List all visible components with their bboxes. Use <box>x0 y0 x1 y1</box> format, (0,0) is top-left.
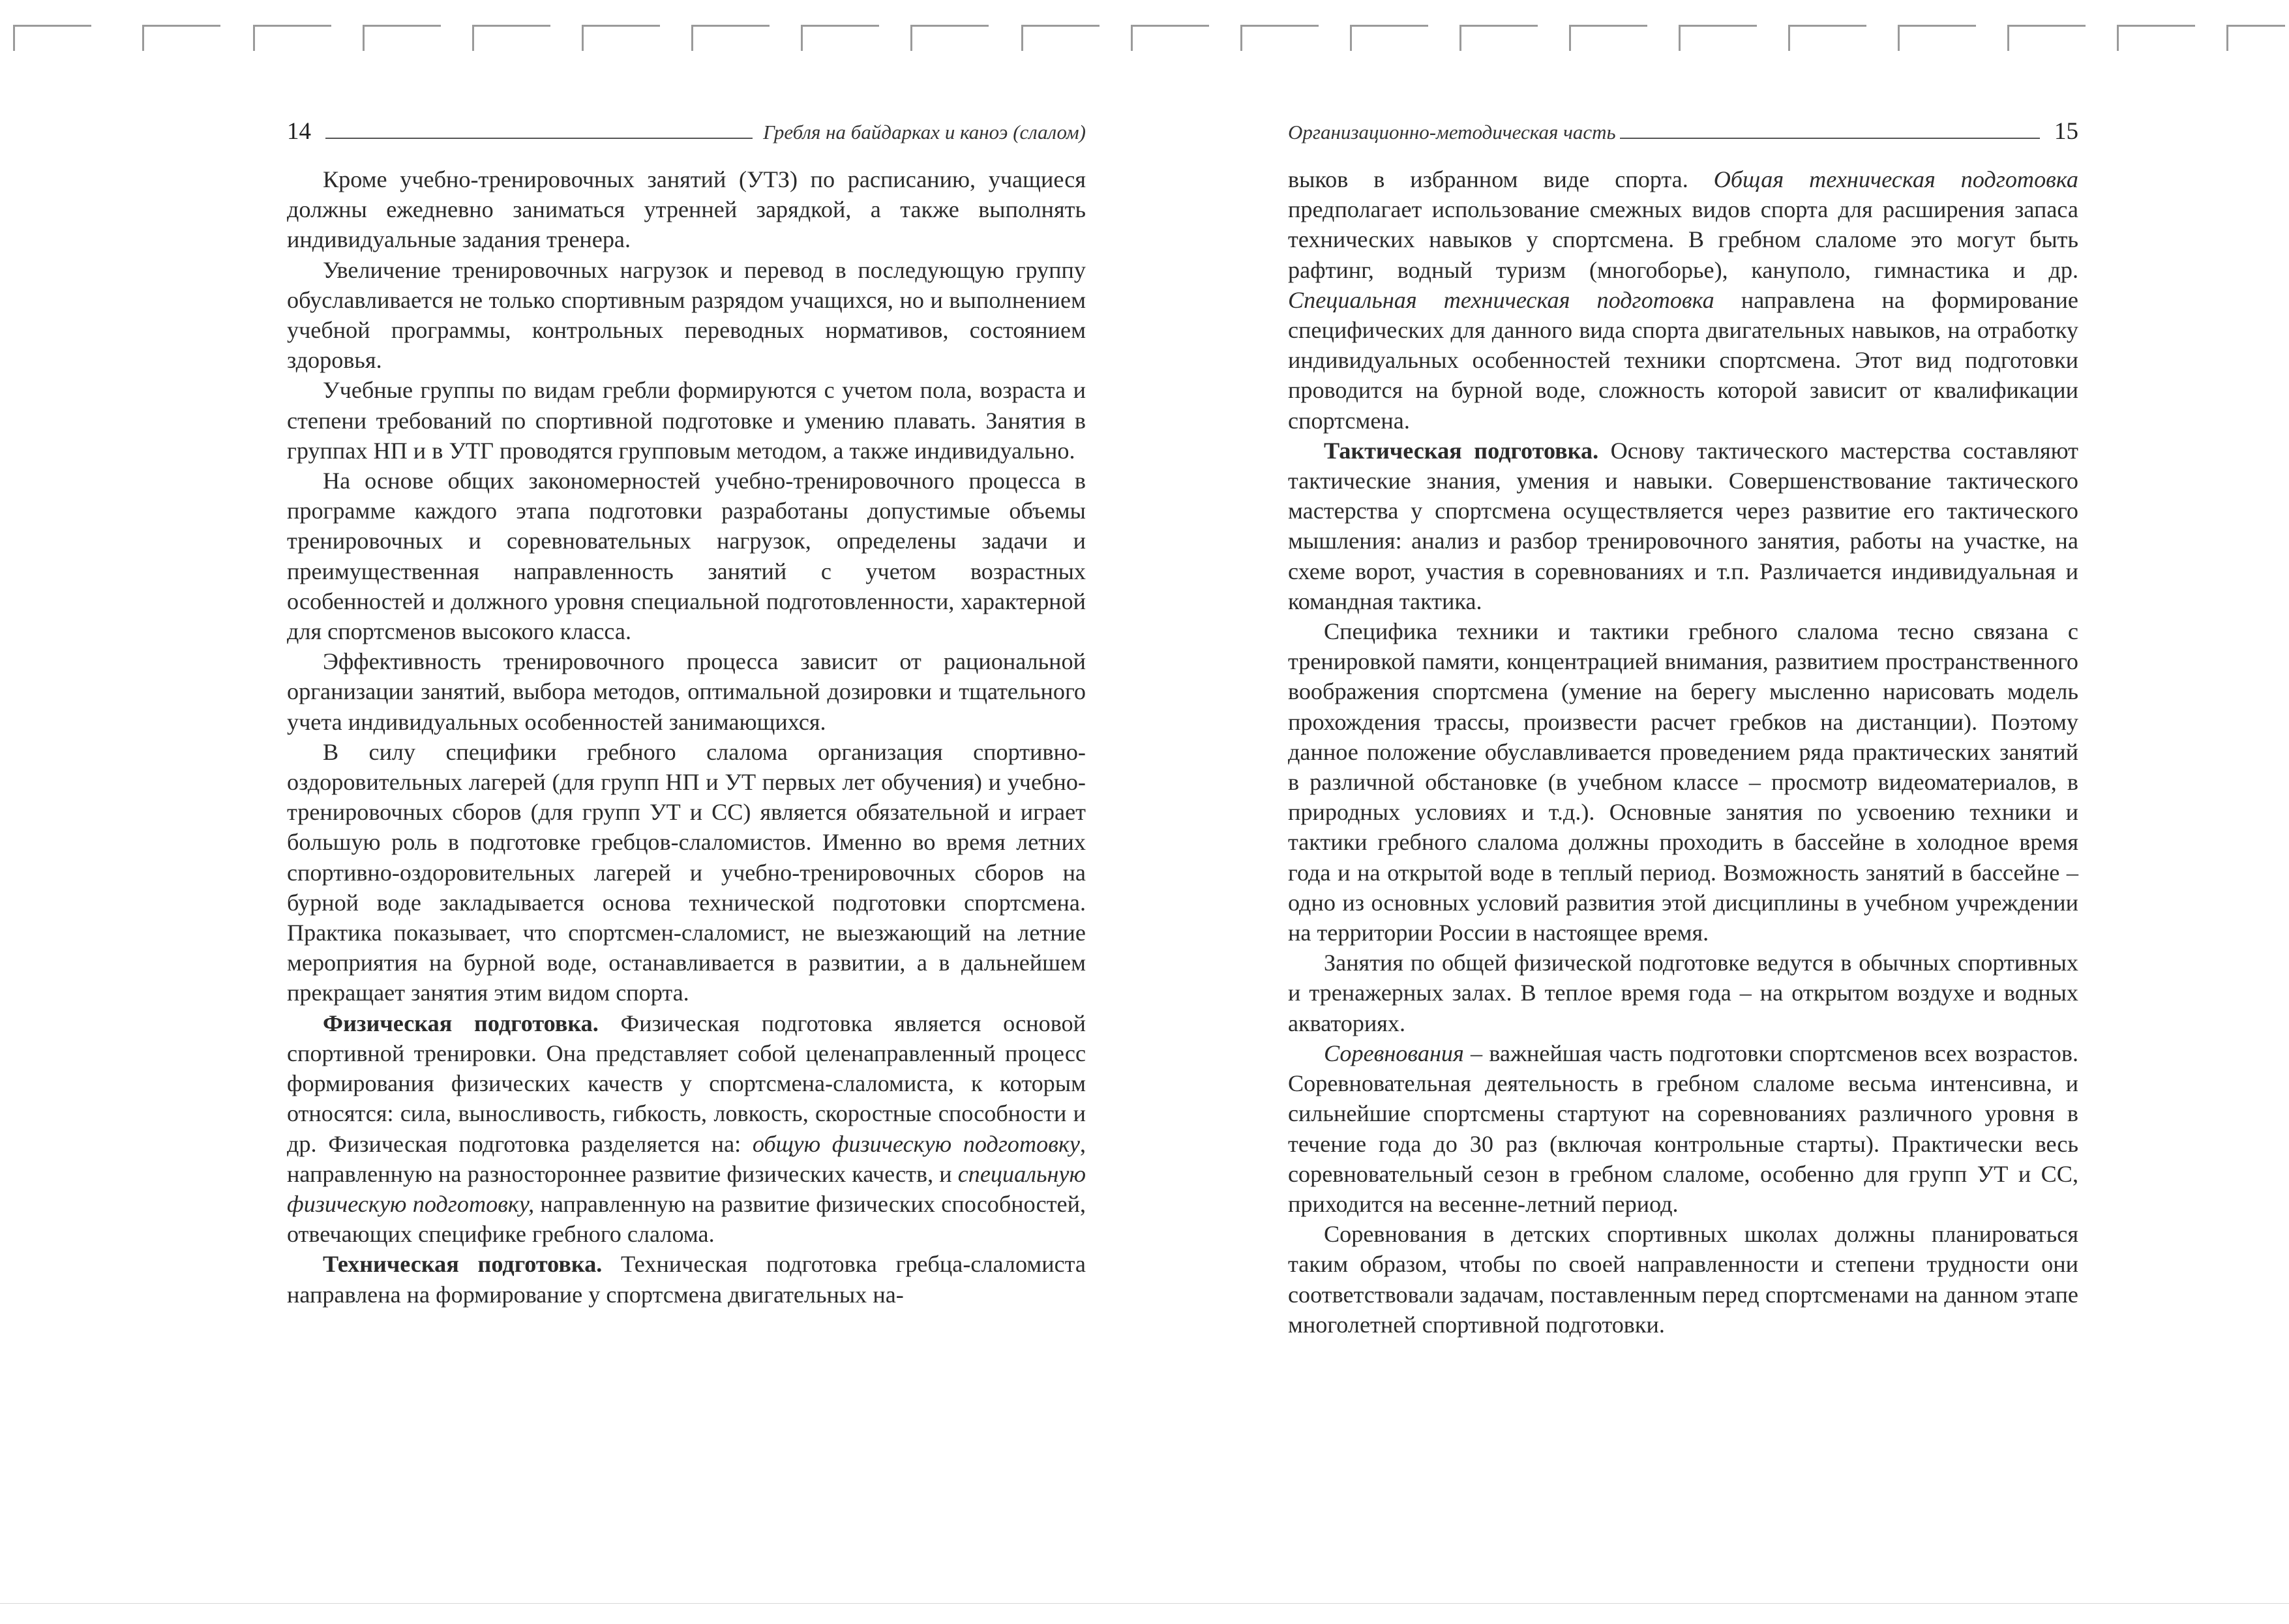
running-head: Гребля на байдарках и каноэ (слалом) <box>763 121 1086 143</box>
paragraph: Соревнования в детских спортивных школах должны планироваться таким образом, чтобы по своей направленности и степени трудности они соответствовали задачам, поставленным перед спортсменами на данном этапе многолетней спортивной подготовки. <box>1288 1221 2078 1338</box>
page-number: 15 <box>2054 118 2078 145</box>
left-page-body <box>287 164 1086 1310</box>
binding-mark <box>1679 25 1757 51</box>
paragraph-continued: выков в избранном виде спорта. Общая техническая подготовка предполагает использование смежных видов спорта для расширения запаса технических навыков у спортсмена. В гребном слаломе это могут быть рафтинг, водный туризм (многоборье), кануполо, гимнастика и др. Специальная техническая подготовка направлена на формирование специфических для данного вида спорта двигательных навыков, на отработку индивидуальных особенностей техники спортсмена. Этот вид подготовки проводится на бурной воде, сложность которой зависит от квалификации спортсмена. <box>1288 166 2078 434</box>
paragraph: Специфика техники и тактики гребного слалома тесно связана с тренировкой памяти, концентрацией внимания, развитием пространственного воображения спортсмена (умение на берегу мысленно нарисовать модель прохождения трассы, произвести расчет гребков на дистанции). Поэтому данное положение обуславливается проведением ряда практических занятий в различной обстановке (в учебном классе – просмотр видеоматериалов, в природных условиях и т.д.). Основные занятия по усвоению техники и тактики гребного слалома должны проходить в бассейне в холодное время года и на открытой воде в теплый период. Возможность занятий в бассейне – одно из основных условий развития этой дисциплины в учебном учреждении на территории России в настоящее время. <box>1288 618 2078 946</box>
binding-mark <box>691 25 770 51</box>
binding-mark <box>13 25 91 51</box>
right-page-header <box>1288 117 2078 164</box>
binding-mark <box>2117 25 2195 51</box>
binding-mark <box>253 25 331 51</box>
paragraph-physical-training: Физическая подготовка. Физическая подготовка является основой спортивной тренировки. Она представляет собой целенаправленный процесс формирования физических качеств у спортсмена-слаломиста, к которым относятся: сила, выносливость, гибкость, ловкость, скоростные способности и др. Физическая подготовка разделяется на: общую физическую подготовку, направленную на разностороннее развитие физических качеств, и специальную физическую подготовку, направленную на развитие физических способностей, отвечающих специфике гребного слалома. <box>287 1010 1086 1248</box>
left-page <box>287 117 1086 1310</box>
header-rule <box>1620 138 2040 139</box>
binding-mark <box>1350 25 1428 51</box>
binding-mark <box>1131 25 1209 51</box>
section-heading: Тактическая подготовка. <box>1324 437 1599 464</box>
binding-mark <box>1240 25 1319 51</box>
binding-mark <box>1898 25 1976 51</box>
right-page-body <box>1288 164 2078 1340</box>
binding-mark <box>363 25 441 51</box>
binding-mark <box>1459 25 1538 51</box>
paragraph: Кроме учебно-тренировочных занятий (УТЗ) по расписанию, учащиеся должны ежедневно заниматься утренней зарядкой, а также выполнять индивидуальные задания тренера. <box>287 166 1086 253</box>
section-heading: Физическая подготовка. <box>323 1010 599 1036</box>
left-page-header <box>287 117 1086 164</box>
page-edge-line <box>0 1603 2289 1604</box>
binding-mark <box>2226 25 2285 51</box>
running-head: Организационно-методическая часть <box>1288 121 1616 143</box>
paragraph: Увеличение тренировочных нагрузок и перевод в последующую группу обуславливается не только спортивным разрядом учащихся, но и выполнением учебной программы, контрольных переводных нормативов, состоянием здоровья. <box>287 256 1086 374</box>
paragraph: Эффективность тренировочного процесса зависит от рациональной организации занятий, выбора методов, оптимальной дозировки и тщательного учета индивидуальных особенностей занимающихся. <box>287 648 1086 735</box>
paragraph-technical-training: Техническая подготовка. Техническая подготовка гребца-слаломиста направлена на формирование у спортсмена двигательных на- <box>287 1251 1086 1308</box>
paragraph-competitions: Соревнования – важнейшая часть подготовки спортсменов всех возрастов. Соревновательная деятельность в гребном слаломе весьма интенсивна, и сильнейшие спортсмены стартуют на соревнованиях различного уровня в течение года до 30 раз (включая контрольные старты). Практически весь соревновательный сезон в гребном слаломе, особенно для групп УТ и СС, приходится на весенне-летний период. <box>1288 1040 2078 1217</box>
right-page <box>1288 117 2078 1340</box>
binding-mark <box>582 25 660 51</box>
binding-mark <box>2007 25 2086 51</box>
paragraph: В силу специфики гребного слалома организация спортивно-оздоровительных лагерей (для групп НП и УТ первых лет обучения) и учебно-тренировочных сборов (для групп УТ и СС) является обязательной и играет большую роль в подготовке гребцов-слаломистов. Именно во время летних спортивно-оздоровительных лагерей и учебно-тренировочных сборов на бурной воде закладывается основа технической подготовки спортсмена. Практика показывает, что спортсмен-слаломист, не выезжающий на летние мероприятия на бурной воде, останавливается в развитии, а в дальнейшем прекращает занятия этим видом спорта. <box>287 738 1086 1006</box>
header-rule <box>325 138 753 139</box>
page-number: 14 <box>287 118 311 145</box>
paragraph: Занятия по общей физической подготовке ведутся в обычных спортивных и тренажерных залах. В теплое время года – на открытом воздухе и водных акваториях. <box>1288 950 2078 1036</box>
paragraph: Учебные группы по видам гребли формируются с учетом пола, возраста и степени требований по спортивной подготовке и умению плавать. Занятия в группах НП и в УТГ проводятся групповым методом, а также индивидуально. <box>287 377 1086 464</box>
binding-mark <box>1569 25 1647 51</box>
binding-mark <box>142 25 220 51</box>
binding-mark <box>910 25 989 51</box>
binding-marks <box>0 0 2289 72</box>
binding-mark <box>801 25 879 51</box>
paragraph-tactical-training: Тактическая подготовка. Основу тактического мастерства составляют тактические знания, умения и навыки. Совершенствование тактического мастерства у спортсмена осуществляется через развитие его тактического мышления: анализ и разбор тренировочного занятия, работы на участке, на схеме ворот, участия в соревнованиях и т.п. Различается индивидуальная и командная тактика. <box>1288 437 2078 614</box>
paragraph: На основе общих закономерностей учебно-тренировочного процесса в программе каждого этапа подготовки разработаны допустимые объемы тренировочных и соревновательных нагрузок, определены задачи и преимущественная направленность занятий с учетом возрастных особенностей и должного уровня специальной подготовленности, характерной для спортсменов высокого класса. <box>287 468 1086 645</box>
binding-mark <box>472 25 550 51</box>
binding-mark <box>1021 25 1100 51</box>
section-heading: Техническая подготовка. <box>323 1251 603 1278</box>
binding-mark <box>1788 25 1866 51</box>
